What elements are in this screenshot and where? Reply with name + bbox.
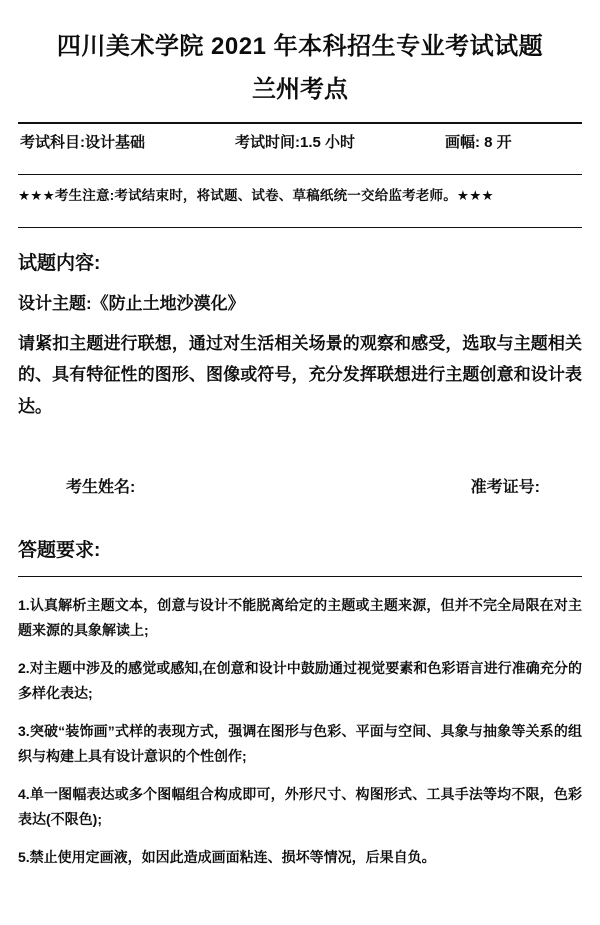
list-item: 5.禁止使用定画液，如因此造成画面粘连、损坏等情况，后果自负。	[18, 849, 436, 866]
divider-requirements-top	[18, 576, 582, 577]
divider-notice-bottom	[18, 227, 582, 228]
exam-meta-row	[18, 124, 582, 160]
exam-duration: 考试时间:1.5 小时	[235, 133, 356, 151]
admission-ticket-label: 准考证号:	[470, 479, 540, 497]
exam-site-subtitle: 兰州考点	[252, 75, 348, 103]
candidate-fields-row	[18, 474, 582, 497]
list-item: 2.对主题中涉及的感觉或感知,在创意和设计中鼓励通过视觉要素和色彩语言进行准确充分的多样化表达;	[18, 660, 582, 701]
requirements-list	[18, 593, 582, 870]
question-content-heading: 试题内容:	[18, 252, 101, 274]
exam-subject: 考试科目:设计基础	[20, 133, 145, 151]
answer-requirements-heading: 答题要求:	[18, 540, 101, 562]
page-title: 四川美术学院 2021 年本科招生专业考试试题	[56, 33, 544, 60]
candidate-name-label: 考生姓名:	[66, 479, 136, 497]
list-item: 1.认真解析主题文本，创意与设计不能脱离给定的主题或主题来源，但并不完全局限在对主题来源的具象解读上;	[18, 597, 582, 638]
exam-paper-size: 画幅: 8 开	[445, 133, 512, 151]
list-item: 4.单一图幅表达或多个图幅组合构成即可，外形尺寸、构图形式、工具手法等均不限，色彩表达(不限色);	[18, 786, 582, 827]
question-body-text: 请紧扣主题进行联想，通过对生活相关场景的观察和感受，选取与主题相关的、具有特征性的图形、图像或符号，充分发挥联想进行主题创意和设计表达。	[18, 333, 582, 416]
list-item: 3.突破“装饰画”式样的表现方式，强调在图形与色彩、平面与空间、具象与抽象等关系的组织与构建上具有设计意识的个性创作;	[18, 723, 582, 764]
document-title-block	[18, 30, 582, 108]
candidate-notice: ★★★考生注意:考试结束时，将试题、试卷、草稿纸统一交给监考老师。★★★	[18, 187, 494, 203]
design-theme: 设计主题:《防止土地沙漠化》	[18, 293, 245, 313]
